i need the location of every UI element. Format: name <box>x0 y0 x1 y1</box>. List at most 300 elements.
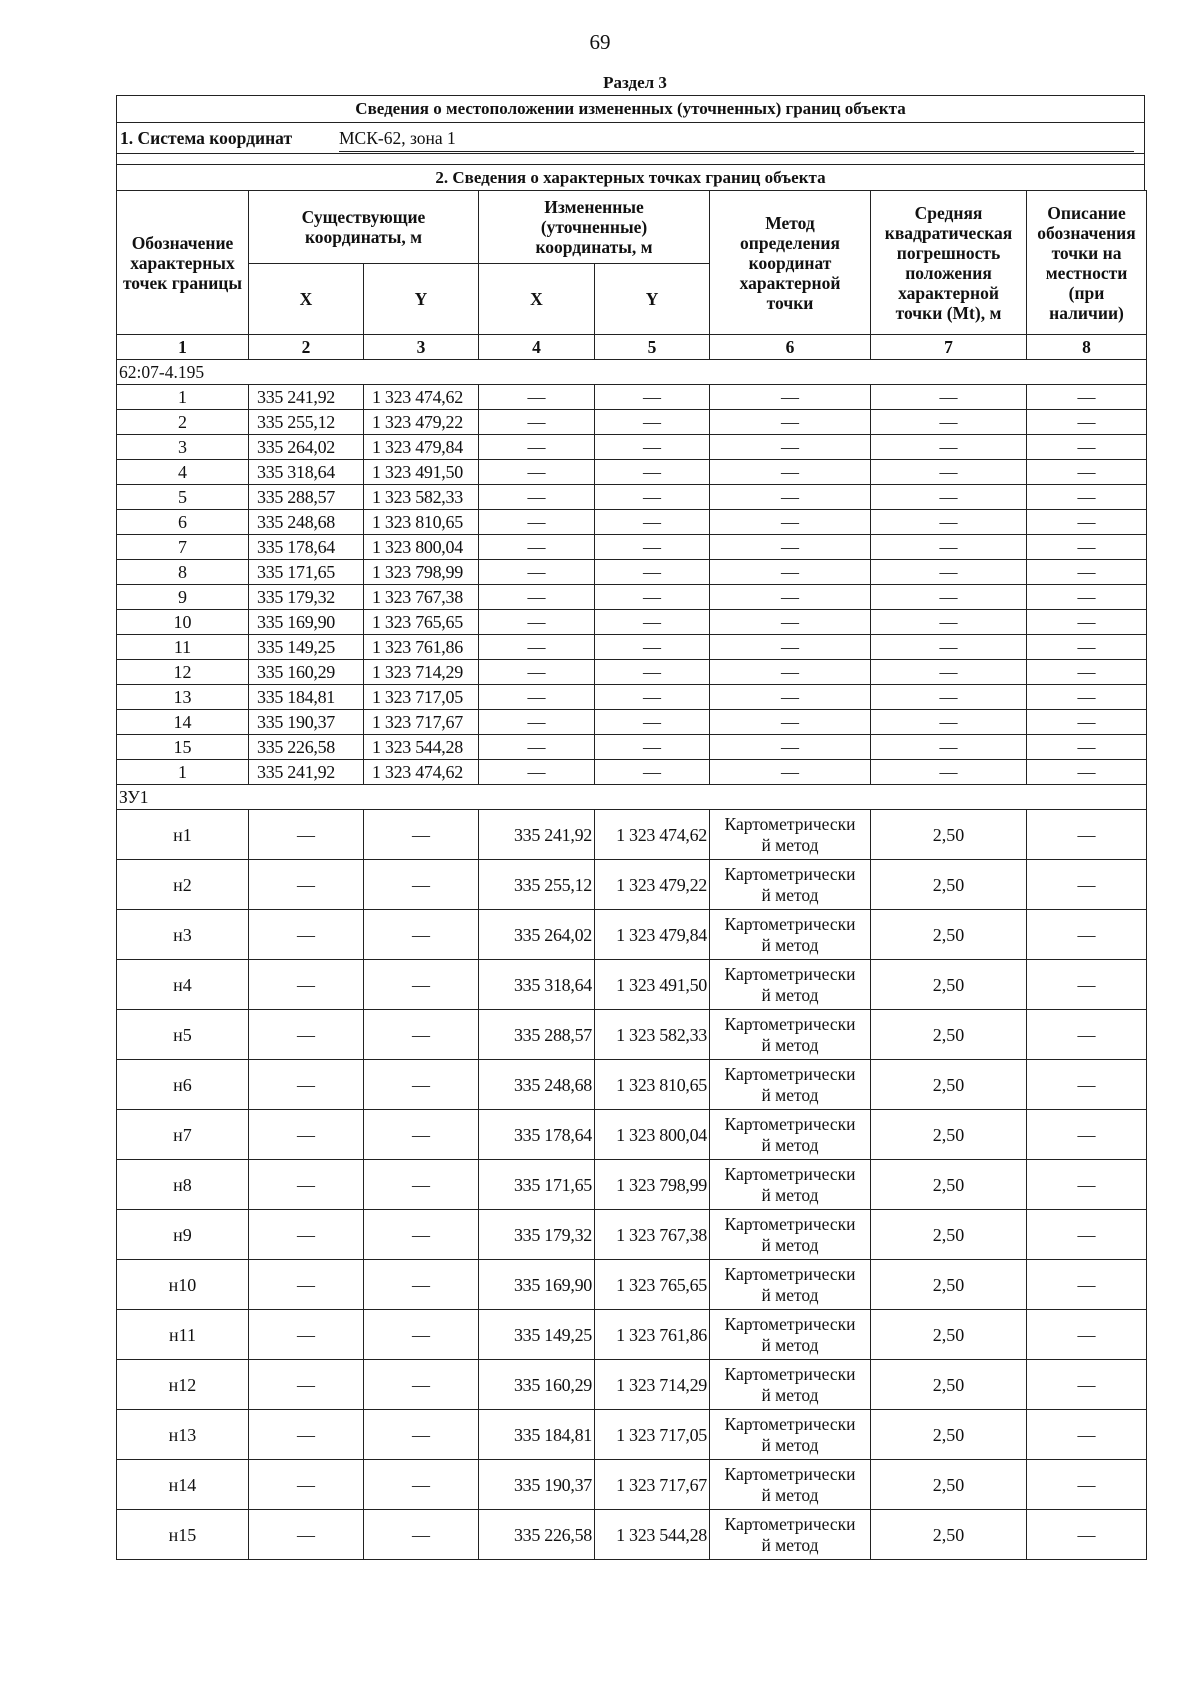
coordinate-system-label: 1. Система координат <box>120 128 293 148</box>
existing-x: 335 241,92 <box>249 385 364 410</box>
table-row <box>117 1310 1147 1360</box>
existing-y: 1 323 800,04 <box>364 535 479 560</box>
empty-dash: — <box>871 735 1027 760</box>
empty-dash: — <box>1027 910 1147 960</box>
empty-dash: — <box>1027 1260 1147 1310</box>
empty-dash: — <box>1027 1360 1147 1410</box>
empty-dash: — <box>871 460 1027 485</box>
changed-x: 335 190,37 <box>479 1460 595 1510</box>
method-line-2: й метод <box>761 1284 819 1305</box>
empty-dash: — <box>595 410 710 435</box>
method-line-1: Картометрически <box>724 1513 856 1534</box>
empty-dash: — <box>871 660 1027 685</box>
point-number: 15 <box>117 735 249 760</box>
table-row <box>117 560 1147 585</box>
header-method: Метод определения координат характерной точки <box>710 191 871 335</box>
table-row <box>117 860 1147 910</box>
header-row <box>117 191 1147 264</box>
empty-dash: — <box>1027 1210 1147 1260</box>
table-row <box>117 435 1147 460</box>
empty-dash: — <box>595 735 710 760</box>
method-cell <box>710 1210 871 1260</box>
changed-x: 335 226,58 <box>479 1510 595 1560</box>
changed-y: 1 323 761,86 <box>595 1310 710 1360</box>
empty-dash: — <box>871 610 1027 635</box>
empty-dash: — <box>710 585 871 610</box>
block-title: Сведения о местоположении измененных (уточненных) границ объекта <box>117 96 1144 123</box>
method-line-1: Картометрически <box>724 963 856 984</box>
method-cell <box>710 1310 871 1360</box>
empty-dash: — <box>1027 535 1147 560</box>
table-row <box>117 1110 1147 1160</box>
empty-dash: — <box>595 585 710 610</box>
method-line-1: Картометрически <box>724 1163 856 1184</box>
empty-dash: — <box>249 1210 364 1260</box>
empty-dash: — <box>595 460 710 485</box>
empty-dash: — <box>364 860 479 910</box>
table-row <box>117 810 1147 860</box>
empty-dash: — <box>364 1310 479 1360</box>
changed-x: 335 241,92 <box>479 810 595 860</box>
error-value: 2,50 <box>871 960 1027 1010</box>
section-label-row <box>117 360 1147 385</box>
empty-dash: — <box>595 535 710 560</box>
empty-dash: — <box>249 1110 364 1160</box>
column-number: 7 <box>871 335 1027 360</box>
empty-dash: — <box>364 1410 479 1460</box>
header-existing-x: X <box>249 264 364 335</box>
method-line-2: й метод <box>761 884 819 905</box>
method-line-2: й метод <box>761 1334 819 1355</box>
existing-x: 335 149,25 <box>249 635 364 660</box>
existing-y: 1 323 714,29 <box>364 660 479 685</box>
empty-dash: — <box>595 660 710 685</box>
empty-dash: — <box>364 960 479 1010</box>
existing-y: 1 323 765,65 <box>364 610 479 635</box>
empty-dash: — <box>595 560 710 585</box>
empty-dash: — <box>1027 660 1147 685</box>
method-cell <box>710 1460 871 1510</box>
error-value: 2,50 <box>871 1510 1027 1560</box>
table-row <box>117 1360 1147 1410</box>
empty-dash: — <box>595 485 710 510</box>
column-number: 2 <box>249 335 364 360</box>
empty-dash: — <box>249 1510 364 1560</box>
empty-dash: — <box>1027 510 1147 535</box>
empty-dash: — <box>1027 1010 1147 1060</box>
empty-dash: — <box>364 1060 479 1110</box>
empty-dash: — <box>1027 1160 1147 1210</box>
boundary-document <box>116 95 1146 1560</box>
column-number-row <box>117 335 1147 360</box>
changed-y: 1 323 800,04 <box>595 1110 710 1160</box>
empty-dash: — <box>249 860 364 910</box>
coordinate-system-value: МСК-62, зона 1 <box>339 128 456 148</box>
existing-x: 335 171,65 <box>249 560 364 585</box>
point-number: н7 <box>117 1110 249 1160</box>
existing-x: 335 318,64 <box>249 460 364 485</box>
table-row <box>117 410 1147 435</box>
empty-dash: — <box>364 1160 479 1210</box>
empty-dash: — <box>710 660 871 685</box>
changed-x: 335 318,64 <box>479 960 595 1010</box>
empty-dash: — <box>249 910 364 960</box>
empty-dash: — <box>364 1110 479 1160</box>
method-line-2: й метод <box>761 1184 819 1205</box>
empty-dash: — <box>1027 635 1147 660</box>
changed-y: 1 323 714,29 <box>595 1360 710 1410</box>
table-row <box>117 1260 1147 1310</box>
empty-dash: — <box>710 710 871 735</box>
empty-dash: — <box>1027 860 1147 910</box>
empty-dash: — <box>710 460 871 485</box>
method-line-2: й метод <box>761 1484 819 1505</box>
changed-x: 335 171,65 <box>479 1160 595 1210</box>
empty-dash: — <box>871 435 1027 460</box>
empty-dash: — <box>871 385 1027 410</box>
error-value: 2,50 <box>871 1010 1027 1060</box>
method-cell <box>710 960 871 1010</box>
empty-dash: — <box>1027 1460 1147 1510</box>
section-title: Раздел 3 <box>603 73 667 92</box>
point-number: н8 <box>117 1160 249 1210</box>
table-row <box>117 760 1147 785</box>
table-row <box>117 710 1147 735</box>
point-number: 2 <box>117 410 249 435</box>
section-label-row <box>117 785 1147 810</box>
empty-dash: — <box>479 660 595 685</box>
changed-x: 335 179,32 <box>479 1210 595 1260</box>
table-row <box>117 635 1147 660</box>
existing-y: 1 323 810,65 <box>364 510 479 535</box>
error-value: 2,50 <box>871 1260 1027 1310</box>
document-header <box>116 95 1145 190</box>
table-row <box>117 1460 1147 1510</box>
table-row <box>117 460 1147 485</box>
point-number: н1 <box>117 810 249 860</box>
empty-dash: — <box>595 685 710 710</box>
point-number: 9 <box>117 585 249 610</box>
section-label: ЗУ1 <box>117 785 1147 810</box>
existing-y: 1 323 767,38 <box>364 585 479 610</box>
changed-x: 335 184,81 <box>479 1410 595 1460</box>
empty-dash: — <box>1027 1110 1147 1160</box>
point-number: 10 <box>117 610 249 635</box>
empty-dash: — <box>871 760 1027 785</box>
empty-dash: — <box>364 1010 479 1060</box>
table-row <box>117 685 1147 710</box>
empty-dash: — <box>1027 760 1147 785</box>
empty-dash: — <box>595 610 710 635</box>
empty-dash: — <box>479 710 595 735</box>
method-line-1: Картометрически <box>724 1263 856 1284</box>
method-line-2: й метод <box>761 934 819 955</box>
column-number: 1 <box>117 335 249 360</box>
point-number: 1 <box>117 760 249 785</box>
empty-dash: — <box>1027 1310 1147 1360</box>
point-number: 13 <box>117 685 249 710</box>
changed-y: 1 323 479,22 <box>595 860 710 910</box>
method-line-1: Картометрически <box>724 1313 856 1334</box>
point-number: 12 <box>117 660 249 685</box>
empty-dash: — <box>249 960 364 1010</box>
point-number: н5 <box>117 1010 249 1060</box>
existing-x: 335 264,02 <box>249 435 364 460</box>
method-line-2: й метод <box>761 1234 819 1255</box>
point-number: 6 <box>117 510 249 535</box>
existing-y: 1 323 582,33 <box>364 485 479 510</box>
method-line-1: Картометрически <box>724 913 856 934</box>
existing-y: 1 323 717,67 <box>364 710 479 735</box>
changed-x: 335 264,02 <box>479 910 595 960</box>
empty-dash: — <box>479 510 595 535</box>
point-number: н13 <box>117 1410 249 1460</box>
table-row <box>117 1210 1147 1260</box>
empty-dash: — <box>479 535 595 560</box>
empty-dash: — <box>249 1460 364 1510</box>
empty-dash: — <box>710 410 871 435</box>
empty-dash: — <box>479 585 595 610</box>
empty-dash: — <box>479 485 595 510</box>
error-value: 2,50 <box>871 1310 1027 1360</box>
existing-y: 1 323 544,28 <box>364 735 479 760</box>
table-row <box>117 735 1147 760</box>
table-row <box>117 1060 1147 1110</box>
empty-dash: — <box>871 560 1027 585</box>
empty-dash: — <box>871 510 1027 535</box>
empty-dash: — <box>479 560 595 585</box>
changed-y: 1 323 717,05 <box>595 1410 710 1460</box>
method-cell <box>710 1010 871 1060</box>
changed-x: 335 169,90 <box>479 1260 595 1310</box>
error-value: 2,50 <box>871 1060 1027 1110</box>
empty-dash: — <box>710 610 871 635</box>
method-line-1: Картометрически <box>724 1463 856 1484</box>
error-value: 2,50 <box>871 1460 1027 1510</box>
empty-dash: — <box>595 760 710 785</box>
empty-dash: — <box>249 1360 364 1410</box>
point-number: н15 <box>117 1510 249 1560</box>
header-existing-coords: Существующие координаты, м <box>249 191 479 264</box>
existing-x: 335 169,90 <box>249 610 364 635</box>
method-cell <box>710 1410 871 1460</box>
point-number: 11 <box>117 635 249 660</box>
existing-y: 1 323 717,05 <box>364 685 479 710</box>
changed-y: 1 323 479,84 <box>595 910 710 960</box>
table-row <box>117 1510 1147 1560</box>
empty-dash: — <box>479 760 595 785</box>
empty-dash: — <box>249 1260 364 1310</box>
empty-dash: — <box>1027 610 1147 635</box>
existing-y: 1 323 491,50 <box>364 460 479 485</box>
method-cell <box>710 1360 871 1410</box>
method-cell <box>710 1060 871 1110</box>
existing-y: 1 323 474,62 <box>364 760 479 785</box>
point-number: 14 <box>117 710 249 735</box>
empty-dash: — <box>249 1410 364 1460</box>
coordinate-system-underline <box>339 151 1134 152</box>
empty-dash: — <box>1027 710 1147 735</box>
error-value: 2,50 <box>871 860 1027 910</box>
empty-dash: — <box>710 435 871 460</box>
empty-dash: — <box>249 810 364 860</box>
existing-x: 335 178,64 <box>249 535 364 560</box>
page-number: 69 <box>589 30 611 54</box>
empty-dash: — <box>710 735 871 760</box>
method-line-2: й метод <box>761 1384 819 1405</box>
empty-dash: — <box>1027 1410 1147 1460</box>
changed-x: 335 255,12 <box>479 860 595 910</box>
table-row <box>117 610 1147 635</box>
empty-dash: — <box>479 435 595 460</box>
point-number: 4 <box>117 460 249 485</box>
point-number: н10 <box>117 1260 249 1310</box>
empty-dash: — <box>364 1360 479 1410</box>
method-line-2: й метод <box>761 834 819 855</box>
changed-y: 1 323 798,99 <box>595 1160 710 1210</box>
empty-dash: — <box>479 735 595 760</box>
point-number: 7 <box>117 535 249 560</box>
method-line-1: Картометрически <box>724 863 856 884</box>
changed-y: 1 323 810,65 <box>595 1060 710 1110</box>
changed-y: 1 323 717,67 <box>595 1460 710 1510</box>
existing-x: 335 241,92 <box>249 760 364 785</box>
table-row <box>117 660 1147 685</box>
empty-dash: — <box>871 710 1027 735</box>
point-number: н12 <box>117 1360 249 1410</box>
point-number: н6 <box>117 1060 249 1110</box>
coordinate-system-row <box>117 123 1144 154</box>
changed-x: 335 149,25 <box>479 1310 595 1360</box>
method-line-2: й метод <box>761 984 819 1005</box>
empty-dash: — <box>595 510 710 535</box>
empty-dash: — <box>1027 460 1147 485</box>
method-line-2: й метод <box>761 1534 819 1555</box>
point-number: 5 <box>117 485 249 510</box>
empty-dash: — <box>710 385 871 410</box>
empty-dash: — <box>1027 560 1147 585</box>
changed-x: 335 248,68 <box>479 1060 595 1110</box>
method-line-1: Картометрически <box>724 1013 856 1034</box>
table-row <box>117 1410 1147 1460</box>
method-line-1: Картометрически <box>724 1063 856 1084</box>
empty-dash: — <box>710 510 871 535</box>
header-spacer <box>117 154 1144 165</box>
table-row <box>117 910 1147 960</box>
empty-dash: — <box>1027 735 1147 760</box>
empty-dash: — <box>710 560 871 585</box>
error-value: 2,50 <box>871 1110 1027 1160</box>
column-number: 5 <box>595 335 710 360</box>
existing-x: 335 179,32 <box>249 585 364 610</box>
method-line-2: й метод <box>761 1034 819 1055</box>
empty-dash: — <box>595 435 710 460</box>
method-line-2: й метод <box>761 1434 819 1455</box>
empty-dash: — <box>364 1260 479 1310</box>
method-cell <box>710 1260 871 1310</box>
table-row <box>117 585 1147 610</box>
empty-dash: — <box>479 635 595 660</box>
empty-dash: — <box>364 910 479 960</box>
changed-x: 335 160,29 <box>479 1360 595 1410</box>
error-value: 2,50 <box>871 1410 1027 1460</box>
table-row <box>117 385 1147 410</box>
empty-dash: — <box>871 685 1027 710</box>
method-cell <box>710 1110 871 1160</box>
point-number: н11 <box>117 1310 249 1360</box>
empty-dash: — <box>871 585 1027 610</box>
empty-dash: — <box>1027 960 1147 1010</box>
empty-dash: — <box>1027 810 1147 860</box>
changed-y: 1 323 765,65 <box>595 1260 710 1310</box>
empty-dash: — <box>364 1460 479 1510</box>
header-changed-coords: Измененные (уточненные) координаты, м <box>479 191 710 264</box>
point-number: 1 <box>117 385 249 410</box>
method-cell <box>710 1510 871 1560</box>
point-number: 8 <box>117 560 249 585</box>
empty-dash: — <box>249 1160 364 1210</box>
point-number: н3 <box>117 910 249 960</box>
empty-dash: — <box>710 685 871 710</box>
error-value: 2,50 <box>871 810 1027 860</box>
points-title: 2. Сведения о характерных точках границ объекта <box>435 168 826 187</box>
existing-x: 335 190,37 <box>249 710 364 735</box>
error-value: 2,50 <box>871 910 1027 960</box>
empty-dash: — <box>249 1310 364 1360</box>
empty-dash: — <box>479 610 595 635</box>
table-row <box>117 960 1147 1010</box>
empty-dash: — <box>710 760 871 785</box>
existing-x: 335 288,57 <box>249 485 364 510</box>
existing-y: 1 323 798,99 <box>364 560 479 585</box>
empty-dash: — <box>479 685 595 710</box>
method-line-1: Картометрически <box>724 1113 856 1134</box>
existing-x: 335 184,81 <box>249 685 364 710</box>
existing-y: 1 323 479,84 <box>364 435 479 460</box>
point-number: н14 <box>117 1460 249 1510</box>
header-description: Описание обозначения точки на местности (при наличии) <box>1027 191 1147 335</box>
method-line-2: й метод <box>761 1134 819 1155</box>
table-row <box>117 1010 1147 1060</box>
empty-dash: — <box>364 1510 479 1560</box>
header-error: Средняя квадратическая погрешность положения характерной точки (Mt), м <box>871 191 1027 335</box>
existing-x: 335 255,12 <box>249 410 364 435</box>
empty-dash: — <box>595 635 710 660</box>
table-row <box>117 510 1147 535</box>
point-number: н4 <box>117 960 249 1010</box>
column-number: 4 <box>479 335 595 360</box>
existing-y: 1 323 474,62 <box>364 385 479 410</box>
method-cell <box>710 860 871 910</box>
point-number: н2 <box>117 860 249 910</box>
column-number: 8 <box>1027 335 1147 360</box>
changed-x: 335 178,64 <box>479 1110 595 1160</box>
method-line-2: й метод <box>761 1084 819 1105</box>
empty-dash: — <box>1027 435 1147 460</box>
empty-dash: — <box>595 385 710 410</box>
empty-dash: — <box>1027 585 1147 610</box>
changed-y: 1 323 491,50 <box>595 960 710 1010</box>
empty-dash: — <box>710 485 871 510</box>
method-cell <box>710 1160 871 1210</box>
empty-dash: — <box>710 635 871 660</box>
method-cell <box>710 910 871 960</box>
existing-x: 335 226,58 <box>249 735 364 760</box>
header-point-designation: Обозначение характерных точек границы <box>117 191 249 335</box>
empty-dash: — <box>595 710 710 735</box>
existing-x: 335 248,68 <box>249 510 364 535</box>
empty-dash: — <box>1027 685 1147 710</box>
